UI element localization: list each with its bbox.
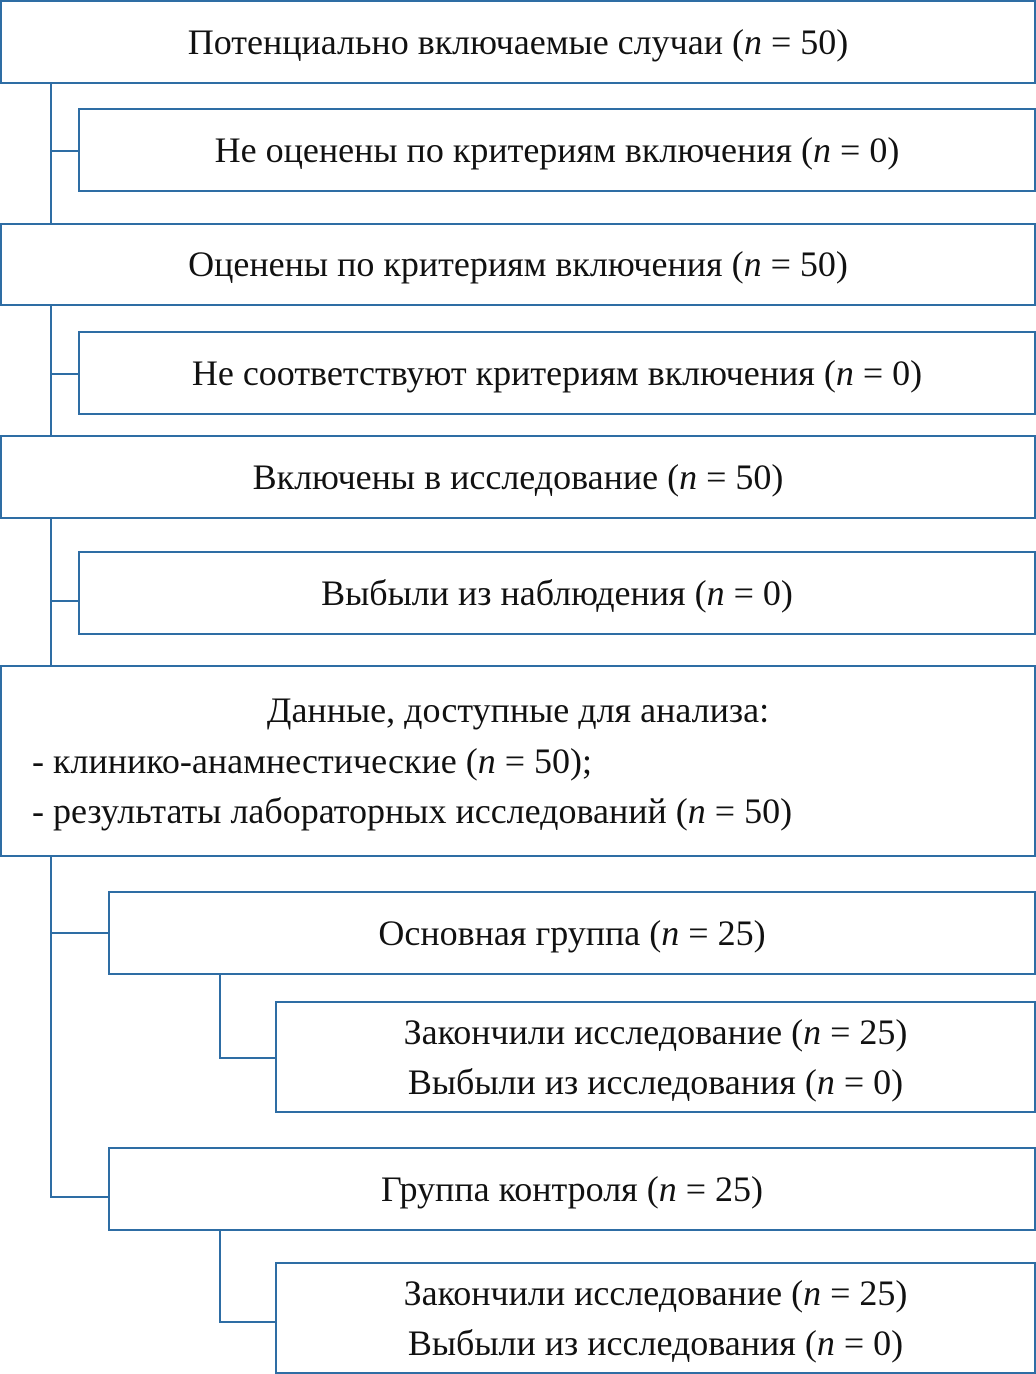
connector-groups-trunk — [50, 855, 52, 1198]
assessed-box — [0, 223, 1036, 306]
connector-branch-3 — [50, 600, 80, 602]
control-dropped-text: Выбыли из исследования (n = 0) — [407, 1323, 904, 1363]
assessed-text: Оценены по критериям включения (n = 50) — [188, 244, 848, 285]
main-group-box — [108, 891, 1036, 975]
analysis-data-box — [0, 665, 1036, 857]
main-dropped-text: Выбыли из исследования (n = 0) — [407, 1062, 904, 1102]
connector-main-1 — [50, 82, 52, 225]
not-assessed-box — [78, 108, 1036, 192]
analysis-lab: - результаты лабораторных исследований (n = 50) — [32, 791, 793, 832]
connector-branch-main-group — [50, 932, 110, 934]
connector-branch-1 — [50, 150, 80, 152]
main-group-outcome-box — [275, 1001, 1036, 1113]
main-completed-text: Закончили исследование (n = 25) — [403, 1011, 908, 1052]
control-group-outcome-box — [275, 1262, 1036, 1374]
connector-branch-control-group — [50, 1196, 110, 1198]
connector-main-3 — [50, 517, 52, 667]
connector-branch-2 — [50, 373, 80, 375]
control-group-text: Группа контроля (n = 25) — [380, 1168, 763, 1209]
not-meet-criteria-text: Не соответствуют критериям включения (n = 0) — [191, 352, 923, 393]
analysis-title: Данные, доступные для анализа: — [266, 690, 770, 731]
connector-control-group-sub-branch — [219, 1321, 277, 1323]
potential-cases-box — [0, 0, 1036, 84]
connector-control-group-sub — [219, 1229, 221, 1323]
not-meet-criteria-box — [78, 331, 1036, 415]
dropped-observation-box — [78, 551, 1036, 635]
dropped-observation-text: Выбыли из наблюдения (n = 0) — [321, 572, 793, 613]
control-completed-text: Закончили исследование (n = 25) — [403, 1272, 908, 1313]
connector-main-group-sub — [219, 973, 221, 1059]
control-group-box — [108, 1147, 1036, 1231]
not-assessed-text: Не оценены по критериям включения (n = 0) — [214, 129, 900, 170]
analysis-clinical: - клинико-анамнестические (n = 50); — [32, 740, 592, 781]
main-group-text: Основная группа (n = 25) — [378, 912, 766, 953]
included-text: Включены в исследование (n = 50) — [252, 456, 784, 497]
connector-main-2 — [50, 304, 52, 437]
included-box — [0, 435, 1036, 519]
connector-main-group-sub-branch — [219, 1057, 277, 1059]
potential-cases-text: Потенциально включаемые случаи (n = 50) — [187, 21, 849, 62]
